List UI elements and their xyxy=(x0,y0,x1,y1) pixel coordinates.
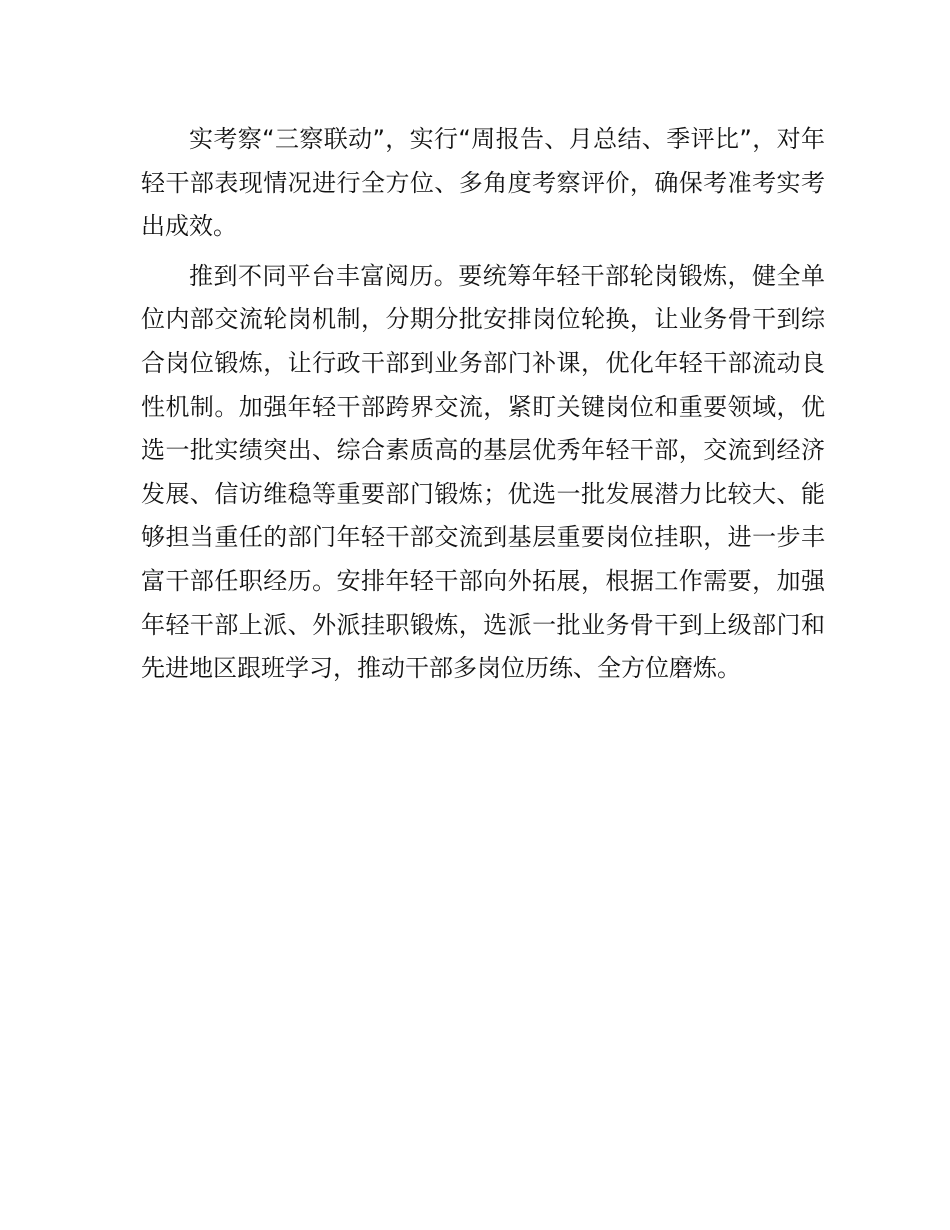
paragraph-rotation: 推到不同平台丰富阅历。要统筹年轻干部轮岗锻炼，健全单位内部交流轮岗机制，分期分批安排岗位轮换，让业务骨干到综合岗位锻炼，让行政干部到业务部门补课，优化年轻干部流动良性机制。加强年轻干部跨界交流，紧盯关键岗位和重要领域，优选一批实绩突出、综合素质高的基层优秀年轻干部，交流到经济发展、信访维稳等重要部门锻炼；优选一批发展潜力比较大、能够担当重任的部门年轻干部交流到基层重要岗位挂职，进一步丰富干部任职经历。安排年轻干部向外拓展，根据工作需要，加强年轻干部上派、外派挂职锻炼，选派一批业务骨干到上级部门和先进地区跟班学习，推动干部多岗位历练、全方位磨炼。 xyxy=(141,261,825,683)
paragraph-assessment: 实考察“三察联动”，实行“周报告、月总结、季评比”，对年轻干部表现情况进行全方位、多角度考察评价，确保考准考实考出成效。 xyxy=(141,125,825,241)
document-body xyxy=(141,118,825,697)
